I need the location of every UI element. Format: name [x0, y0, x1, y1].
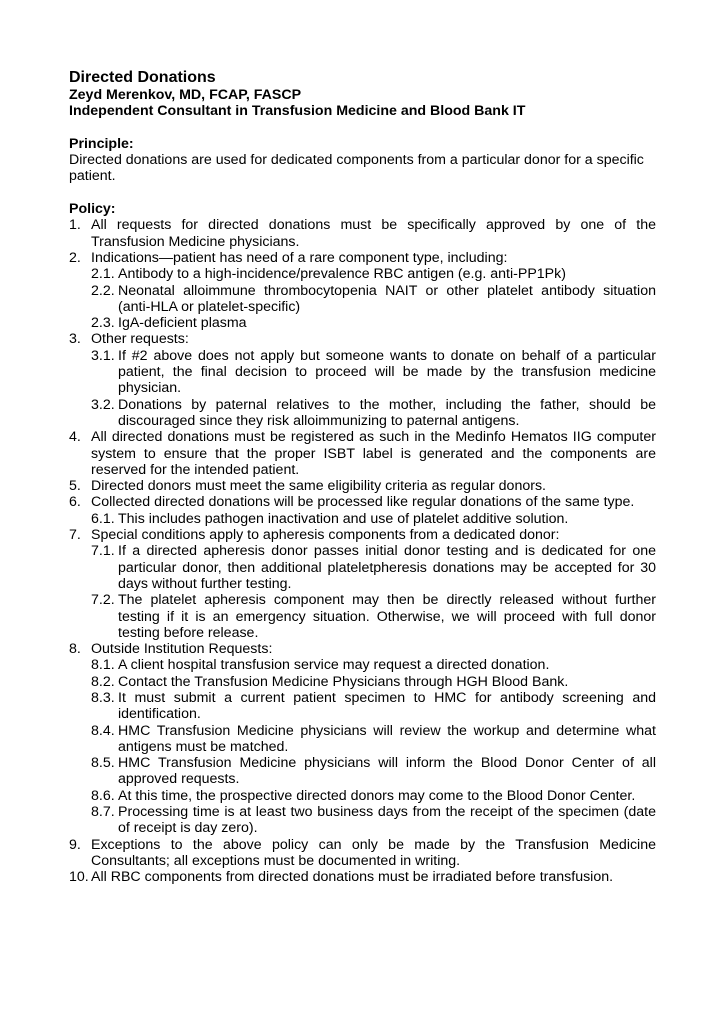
policy-item-text: Exceptions to the above policy can only be made by the Transfusion Medicine Consultants; all exceptions must be documented in writing.	[91, 836, 656, 869]
policy-subitem-number: 6.1.	[91, 510, 115, 527]
policy-subitem	[69, 348, 656, 397]
policy-subitem	[69, 266, 656, 282]
policy-item	[69, 494, 656, 510]
policy-item-number: 6.	[69, 494, 81, 511]
policy-item-text: Special conditions apply to apheresis components from a dedicated donor:	[91, 527, 560, 544]
policy-heading: Policy:	[69, 201, 116, 218]
policy-item-number: 3.	[69, 331, 81, 348]
policy-subitem-text: HMC Transfusion Medicine physicians will review the workup and determine what antigens must be matched.	[118, 722, 656, 755]
policy-item-text: Collected directed donations will be processed like regular donations of the same type.	[91, 494, 635, 511]
policy-item-number: 4.	[69, 429, 81, 446]
policy-item-number: 7.	[69, 527, 81, 544]
policy-item-text: Outside Institution Requests:	[91, 641, 273, 658]
policy-item-number: 8.	[69, 641, 81, 658]
policy-subitem	[69, 755, 656, 788]
policy-subitem-number: 8.7.	[91, 804, 115, 821]
policy-item	[69, 429, 656, 478]
policy-subitem-number: 3.2.	[91, 396, 115, 413]
policy-item-text: Other requests:	[91, 331, 189, 348]
policy-subitem-number: 3.1.	[91, 347, 115, 364]
policy-subitem-text: Antibody to a high-incidence/prevalence RBC antigen (e.g. anti-PP1Pk)	[118, 266, 566, 283]
policy-item	[69, 478, 656, 494]
policy-subitem	[69, 511, 656, 527]
policy-subitem-number: 8.4.	[91, 722, 115, 739]
policy-item	[69, 641, 656, 657]
policy-subitem	[69, 804, 656, 837]
policy-subitem	[69, 315, 656, 331]
policy-item-text: All directed donations must be registered as such in the Medinfo Hematos IIG computer system to ensure that the proper ISBT label is generated and the components are reserved for the intended patient.	[91, 429, 656, 478]
policy-subitem	[69, 690, 656, 723]
policy-subitem-number: 2.1.	[91, 266, 115, 283]
document-page	[69, 69, 656, 886]
policy-subitem-text: At this time, the prospective directed donors may come to the Blood Donor Center.	[118, 787, 636, 804]
principle-text: Directed donations are used for dedicated components from a particular donor for a specific patient.	[69, 152, 644, 185]
document-title: Directed Donations	[69, 69, 216, 86]
author-line: Zeyd Merenkov, MD, FCAP, FASCP	[69, 87, 302, 103]
policy-subitem-text: This includes pathogen inactivation and use of platelet additive solution.	[118, 510, 569, 527]
policy-subitem-text: It must submit a current patient specimen to HMC for antibody screening and identification.	[118, 689, 656, 723]
affiliation-line: Independent Consultant in Transfusion Medicine and Blood Bank IT	[69, 103, 526, 120]
policy-subitem-text: HMC Transfusion Medicine physicians will inform the Blood Donor Center of all approved requests.	[118, 755, 656, 788]
policy-item-number: 1.	[69, 217, 81, 234]
policy-subitem-text: The platelet apheresis component may then be directly released without further testing if it is an emergency situation. Otherwise, we will proceed with full donor testing before release.	[118, 592, 656, 641]
policy-subitem	[69, 723, 656, 756]
policy-subitem	[69, 543, 656, 592]
policy-subitem-number: 8.1.	[91, 657, 115, 674]
policy-item	[69, 527, 656, 543]
policy-subitem-text: A client hospital transfusion service may request a directed donation.	[118, 657, 550, 674]
policy-item	[69, 837, 656, 870]
policy-item-number: 2.	[69, 249, 81, 266]
policy-item-number: 9.	[69, 836, 81, 853]
policy-item-text: Indications—patient has need of a rare component type, including:	[91, 249, 508, 266]
policy-subitem-number: 8.3.	[91, 689, 115, 706]
policy-subitem-number: 2.3.	[91, 315, 115, 332]
policy-subitem-number: 7.2.	[91, 592, 115, 609]
principle-heading: Principle:	[69, 135, 134, 152]
policy-subitem-text: Contact the Transfusion Medicine Physicians through HGH Blood Bank.	[118, 673, 569, 690]
policy-item	[69, 217, 656, 250]
policy-subitem-text: Neonatal alloimmune thrombocytopenia NAIT or other platelet antibody situation (anti-HLA or platelet-specific)	[118, 282, 656, 315]
policy-list	[69, 217, 656, 885]
policy-subitem-number: 8.5.	[91, 755, 115, 772]
policy-subitem-text: If a directed apheresis donor passes initial donor testing and is dedicated for one particular donor, then additional plateletpheresis donations may be accepted for 30 days without further testing.	[118, 543, 656, 592]
policy-subitem-number: 7.1.	[91, 543, 115, 560]
policy-item	[69, 869, 656, 885]
policy-subitem-number: 8.6.	[91, 787, 115, 804]
policy-item-text: All requests for directed donations must be specifically approved by one of the Transfusion Medicine physicians.	[91, 217, 656, 250]
policy-subitem	[69, 592, 656, 641]
policy-subitem-number: 8.2.	[91, 673, 115, 690]
policy-subitem-number: 2.2.	[91, 282, 115, 299]
policy-subitem	[69, 657, 656, 673]
policy-subitem-text: IgA-deficient plasma	[118, 315, 247, 332]
policy-subitem	[69, 283, 656, 316]
policy-item	[69, 331, 656, 347]
policy-item-number: 10.	[69, 869, 89, 886]
policy-subitem-text: If #2 above does not apply but someone wants to donate on behalf of a particular patient, the final decision to proceed will be made by the transfusion medicine physician.	[118, 347, 656, 397]
policy-subitem-text: Processing time is at least two business days from the receipt of the specimen (date of receipt is day zero).	[118, 804, 656, 837]
policy-item	[69, 250, 656, 266]
policy-item-text: Directed donors must meet the same eligibility criteria as regular donors.	[91, 478, 546, 495]
policy-item-text: All RBC components from directed donations must be irradiated before transfusion.	[91, 869, 614, 886]
policy-subitem	[69, 674, 656, 690]
policy-subitem	[69, 788, 656, 804]
policy-subitem-text: Donations by paternal relatives to the mother, including the father, should be discouraged since they risk alloimmunizing to paternal antigens.	[118, 396, 656, 429]
policy-item-number: 5.	[69, 478, 81, 495]
policy-subitem	[69, 397, 656, 430]
